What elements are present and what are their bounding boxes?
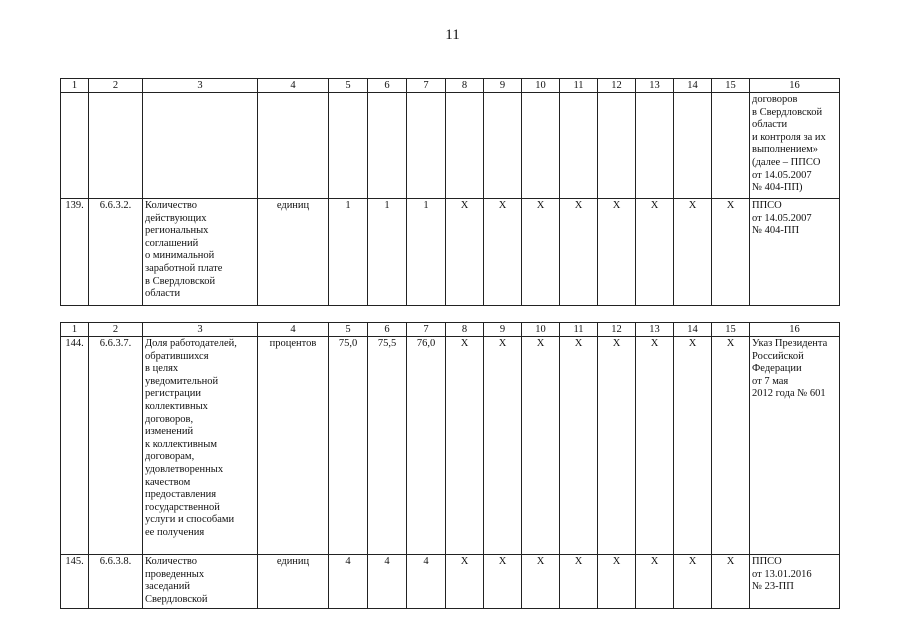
table-cell-col-4: процентов bbox=[258, 337, 329, 555]
table-cell-col-10: Х bbox=[522, 555, 560, 609]
table-cell-col-13: Х bbox=[636, 199, 674, 306]
table-cell-col-12: Х bbox=[598, 555, 636, 609]
table-cell-col-15 bbox=[712, 93, 750, 199]
column-header-12: 12 bbox=[598, 323, 636, 337]
table-cell-col-7: 4 bbox=[407, 555, 446, 609]
table-cell-col-13: Х bbox=[636, 337, 674, 555]
column-header-6: 6 bbox=[368, 79, 407, 93]
table-cell-col-15: Х bbox=[712, 555, 750, 609]
table-cell-col-3: Количество проведенных заседаний Свердловской bbox=[143, 555, 258, 609]
table-cell-col-4 bbox=[258, 93, 329, 199]
table-cell-col-3: Количество действующих региональных соглашений о минимальной заработной плате в Свердловской области bbox=[143, 199, 258, 306]
column-header-2: 2 bbox=[89, 79, 143, 93]
table-row bbox=[61, 555, 840, 609]
column-header-6: 6 bbox=[368, 323, 407, 337]
table-cell-col-14: Х bbox=[674, 199, 712, 306]
table-cell-col-16: ППСО от 14.05.2007 № 404-ПП bbox=[750, 199, 840, 306]
column-header-5: 5 bbox=[329, 79, 368, 93]
column-header-3: 3 bbox=[143, 79, 258, 93]
table-cell-col-7: 76,0 bbox=[407, 337, 446, 555]
column-header-11: 11 bbox=[560, 79, 598, 93]
column-header-16: 16 bbox=[750, 79, 840, 93]
table-cell-col-11 bbox=[560, 93, 598, 199]
table-cell-col-16: ППСО от 13.01.2016 № 23-ПП bbox=[750, 555, 840, 609]
table-cell-col-14 bbox=[674, 93, 712, 199]
page-number: 11 bbox=[445, 27, 460, 43]
column-header-12: 12 bbox=[598, 79, 636, 93]
table-cell-col-4: единиц bbox=[258, 555, 329, 609]
table-cell-col-8 bbox=[446, 93, 484, 199]
column-header-3: 3 bbox=[143, 323, 258, 337]
column-header-1: 1 bbox=[61, 79, 89, 93]
table-cell-col-11: Х bbox=[560, 555, 598, 609]
table-cell-col-5: 1 bbox=[329, 199, 368, 306]
column-header-16: 16 bbox=[750, 323, 840, 337]
column-header-13: 13 bbox=[636, 323, 674, 337]
table-cell-col-8: Х bbox=[446, 555, 484, 609]
table-cell-col-2: 6.6.3.2. bbox=[89, 199, 143, 306]
table-cell-col-9: Х bbox=[484, 337, 522, 555]
table-part-2 bbox=[60, 322, 840, 609]
table-cell-col-2: 6.6.3.8. bbox=[89, 555, 143, 609]
table-header-row bbox=[61, 79, 840, 93]
table-cell-col-12: Х bbox=[598, 199, 636, 306]
table-cell-col-7 bbox=[407, 93, 446, 199]
table-cell-col-2: 6.6.3.7. bbox=[89, 337, 143, 555]
column-header-7: 7 bbox=[407, 79, 446, 93]
column-header-15: 15 bbox=[712, 323, 750, 337]
column-header-8: 8 bbox=[446, 323, 484, 337]
column-header-9: 9 bbox=[484, 323, 522, 337]
table-cell-col-10: Х bbox=[522, 337, 560, 555]
column-header-14: 14 bbox=[674, 79, 712, 93]
table-cell-col-13: Х bbox=[636, 555, 674, 609]
table-cell-col-5: 75,0 bbox=[329, 337, 368, 555]
table-cell-col-6: 1 bbox=[368, 199, 407, 306]
table-cell-col-13 bbox=[636, 93, 674, 199]
table-cell-col-11: Х bbox=[560, 199, 598, 306]
table-cell-col-14: Х bbox=[674, 555, 712, 609]
column-header-9: 9 bbox=[484, 79, 522, 93]
table-cell-col-10 bbox=[522, 93, 560, 199]
column-header-14: 14 bbox=[674, 323, 712, 337]
table-cell-col-8: Х bbox=[446, 199, 484, 306]
column-header-7: 7 bbox=[407, 323, 446, 337]
column-header-5: 5 bbox=[329, 323, 368, 337]
table-cell-col-11: Х bbox=[560, 337, 598, 555]
table-row bbox=[61, 199, 840, 306]
table-cell-col-6: 75,5 bbox=[368, 337, 407, 555]
table-cell-col-3: Доля работодателей, обратившихся в целях уведомительной регистрации коллективных договоров, изменений к коллективным договорам, удовлетворенных качеством предоставления государственной услуги и способами ее получения bbox=[143, 337, 258, 555]
table-cell-col-16: Указ Президента Российской Федерации от 7 мая 2012 года № 601 bbox=[750, 337, 840, 555]
table-cell-col-16: договоров в Свердловской области и контроля за их выполнением» (далее – ППСО от 14.05.2007 № 404-ПП) bbox=[750, 93, 840, 199]
table-cell-col-15: Х bbox=[712, 337, 750, 555]
table-cell-col-1: 144. bbox=[61, 337, 89, 555]
table-cell-col-2 bbox=[89, 93, 143, 199]
table-cell-col-12: Х bbox=[598, 337, 636, 555]
table-cell-col-5 bbox=[329, 93, 368, 199]
table-cell-col-10: Х bbox=[522, 199, 560, 306]
table-cell-col-14: Х bbox=[674, 337, 712, 555]
column-header-8: 8 bbox=[446, 79, 484, 93]
column-header-2: 2 bbox=[89, 323, 143, 337]
column-header-4: 4 bbox=[258, 79, 329, 93]
table-row bbox=[61, 93, 840, 199]
table-cell-col-6: 4 bbox=[368, 555, 407, 609]
table-cell-col-5: 4 bbox=[329, 555, 368, 609]
table-cell-col-8: Х bbox=[446, 337, 484, 555]
column-header-10: 10 bbox=[522, 79, 560, 93]
table-cell-col-1 bbox=[61, 93, 89, 199]
table-cell-col-1: 139. bbox=[61, 199, 89, 306]
table-part-1 bbox=[60, 78, 840, 306]
table-row bbox=[61, 337, 840, 555]
table-cell-col-6 bbox=[368, 93, 407, 199]
column-header-4: 4 bbox=[258, 323, 329, 337]
table-cell-col-1: 145. bbox=[61, 555, 89, 609]
column-header-1: 1 bbox=[61, 323, 89, 337]
table-cell-col-7: 1 bbox=[407, 199, 446, 306]
column-header-13: 13 bbox=[636, 79, 674, 93]
table-cell-col-4: единиц bbox=[258, 199, 329, 306]
table-cell-col-9: Х bbox=[484, 199, 522, 306]
table-cell-col-3 bbox=[143, 93, 258, 199]
table-cell-col-9 bbox=[484, 93, 522, 199]
table-header-row bbox=[61, 323, 840, 337]
table-cell-col-15: Х bbox=[712, 199, 750, 306]
table-cell-col-9: Х bbox=[484, 555, 522, 609]
table-cell-col-12 bbox=[598, 93, 636, 199]
column-header-15: 15 bbox=[712, 79, 750, 93]
column-header-11: 11 bbox=[560, 323, 598, 337]
column-header-10: 10 bbox=[522, 323, 560, 337]
